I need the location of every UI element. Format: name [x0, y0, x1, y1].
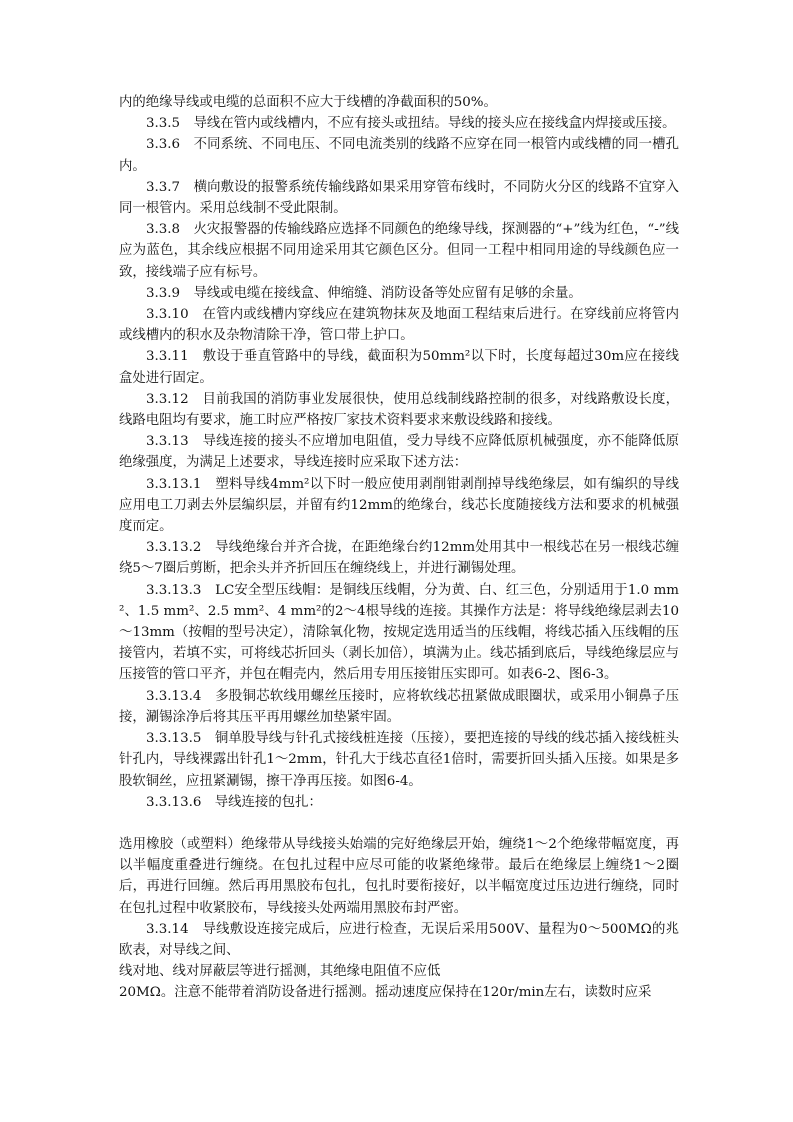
paragraph-gap	[119, 813, 679, 834]
clause-3-3-5: 3.3.5 导线在管内或线槽内，不应有接头或扭结。导线的接头应在接线盒内焊接或压接。	[146, 116, 676, 132]
clause-3-3-8: 3.3.8 火灾报警器的传输线路应选择不同颜色的绝缘导线，探测器的“+”线为红色，“-”线应为蓝色，其余线应根据不同用途采用其它颜色区分。但同一工程中相同用途的导线颜色应一致，接线端子应有标号。	[119, 222, 679, 280]
wrapping-procedure-paragraph: 选用橡胶（或塑料）绝缘带从导线接头始端的完好绝缘层开始，缠绕1～2个绝缘带幅宽度，再以半幅度重叠进行缠绕。在包扎过程中应尽可能的收紧绝缘带。最后在绝缘层上缠绕1～2圈后，再进行回缠。然后再用黑胶布包扎，包扎时要衔接好，以半幅宽度过压边进行缠绕，同时在包扎过程中收紧胶布，导线接头处两端用黑胶布封严密。	[119, 836, 679, 916]
clause-3-3-13-5: 3.3.13.5 铜单股导线与针孔式接线桩连接（压接），要把连接的导线的线芯插入接线桩头针孔内，导线裸露出针孔1～2mm，针孔大于线芯直径1倍时，需要折回头插入压接。如果是多股软铜丝，应扭紧涮锡，擦干净再压接。如图6-4。	[119, 731, 679, 789]
clause-3-3-14: 3.3.14 导线敷设连接完成后，应进行检查，无误后采用500V、量程为0～500MΩ的兆欧表，对导线之间、	[119, 921, 679, 958]
paragraph-0: 内的绝缘导线或电缆的总面积不应大于线槽的净截面积的50%。	[119, 95, 497, 110]
insulation-value-line: 20MΩ。注意不能带着消防设备进行摇测。摇动速度应保持在120r/min左右，读数时应采	[119, 985, 652, 1001]
clause-3-3-13-6: 3.3.13.6 导线连接的包扎：	[146, 794, 322, 810]
clause-3-3-6: 3.3.6 不同系统、不同电压、不同电流类别的线路不应穿在同一根管内或线槽的同一槽孔内。	[119, 137, 679, 174]
insulation-test-line: 线对地、线对屏蔽层等进行摇测，其绝缘电阻值不应低	[119, 964, 441, 980]
clause-3-3-13-2: 3.3.13.2 导线绝缘台并齐合拢，在距绝缘台约12mm处用其中一根线芯在另一根线芯缠绕5～7圈后剪断，把余头并齐折回压在缠绕线上，并进行涮锡处理。	[119, 540, 679, 577]
clause-3-3-13-3: 3.3.13.3 LC安全型压线帽：是铜线压线帽，分为黄、白、红三色，分别适用于1.0 mm²、1.5 mm²、2.5 mm²、4 mm²的2～4根导线的连接。其操作方法是：将导线绝缘层剥去10～13mm（按帽的型号决定），清除氧化物，按规定选用适当的压线帽，将线芯插入压线帽的压接管内，若填不实，可将线芯折回头（剥长加倍），填满为止。线芯插到底后，导线绝缘层应与压接管的管口平齐，并包在帽壳内，然后用专用压接钳压实即可。如表6-2、图6-3。	[119, 582, 679, 683]
clause-3-3-11: 3.3.11 敷设于垂直管路中的导线，截面积为50mm²以下时，长度每超过30m应在接线盒处进行固定。	[119, 349, 679, 386]
clause-3-3-7: 3.3.7 横向敷设的报警系统传输线路如果采用穿管布线时，不同防火分区的线路不宜穿入同一根管内。采用总线制不受此限制。	[119, 179, 679, 217]
clause-3-3-9: 3.3.9 导线或电缆在接线盒、伸缩缝、消防设备等处应留有足够的余量。	[146, 285, 582, 301]
clause-3-3-10: 3.3.10 在管内或线槽内穿线应在建筑物抹灰及地面工程结束后进行。在穿线前应将管内或线槽内的积水及杂物清除干净，管口带上护口。	[119, 307, 679, 344]
clause-3-3-13-1: 3.3.13.1 塑料导线4mm²以下时一般应使用剥削钳剥削掉导线绝缘层，如有编织的导线应用电工刀剥去外层编织层，并留有约12mm的绝缘台，线芯长度随接线方法和要求的机械强度而定。	[119, 476, 679, 535]
clause-3-3-13: 3.3.13 导线连接的接头不应增加电阻值，受力导线不应降低原机械强度，亦不能降低原绝缘强度，为满足上述要求，导线连接时应采取下述方法：	[119, 434, 679, 471]
clause-3-3-12: 3.3.12 目前我国的消防事业发展很快，使用总线制线路控制的很多，对线路敷设长度，线路电阻均有要求，施工时应严格按厂家技术资料要求来敷设线路和接线。	[119, 391, 679, 429]
document-page	[119, 92, 679, 1004]
clause-3-3-13-4: 3.3.13.4 多股铜芯软线用螺丝压接时，应将软线芯扭紧做成眼圈状，或采用小铜鼻子压接，涮锡涂净后将其压平再用螺丝加垫紧牢固。	[119, 688, 679, 725]
